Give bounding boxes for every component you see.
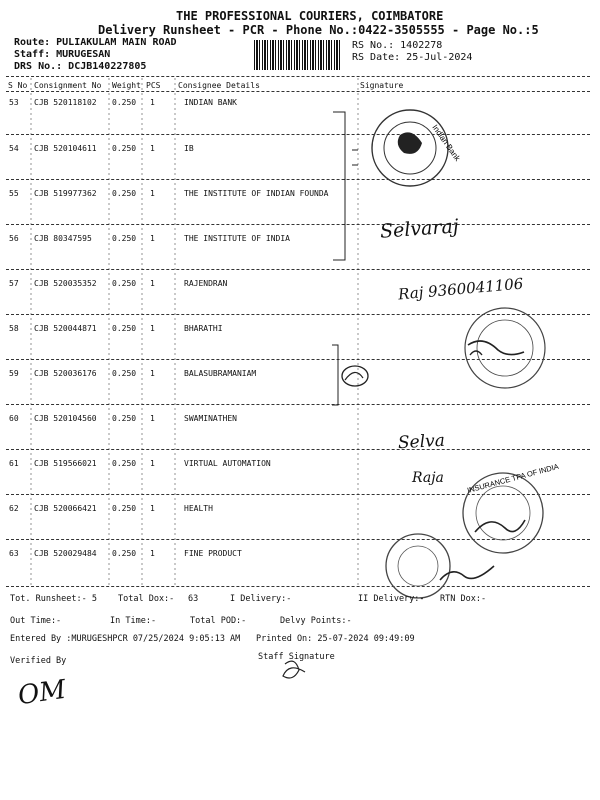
verified-signature: OM [16,674,68,712]
staff: Staff: MURUGESAN [14,49,111,60]
verified-by-label: Verified By [10,656,67,666]
staff-signature-label: Staff Signature [258,652,335,662]
printed-on: Printed On: 25-07-2024 09:49:09 [256,634,415,644]
row-pcs: 1 [150,189,155,198]
row-pcs: 1 [150,414,155,423]
row-consignee: VIRTUAL AUTOMATION [184,459,271,468]
row-sno: 56 [9,234,19,243]
row-weight: 0.250 [112,369,137,378]
out-time: Out Time:- [10,616,62,626]
total-dox-value: 63 [188,594,199,604]
bracket-mark [332,345,338,405]
row-consignment: CJB 520104611 [34,144,97,153]
row-sno: 58 [9,324,19,333]
row-weight: 0.250 [112,549,137,558]
row-pcs: 1 [150,549,155,558]
row-consignment: CJB 520044871 [34,324,97,333]
in-time: In Time:- [110,616,157,626]
row-consignee: SWAMINATHEN [184,414,237,423]
signature-60: Selva [397,430,446,454]
row-weight: 0.250 [112,504,137,513]
row-pcs: 1 [150,234,155,243]
row-sno: 60 [9,414,19,423]
row-consignee: BHARATHI [184,324,223,333]
row-pcs: 1 [150,279,155,288]
col-pcs: PCS [146,81,161,90]
row-consignee: THE INSTITUTE OF INDIA [184,234,290,243]
row-weight: 0.250 [112,414,137,423]
row-consignment: CJB 519566021 [34,459,97,468]
route: Route: PULIAKULAM MAIN ROAD [14,37,177,48]
row-consignment: CJB 520104560 [34,414,97,423]
signature-59 [342,366,368,386]
row-sno: 54 [9,144,19,153]
company-title: THE PROFESSIONAL COURIERS, COIMBATORE [176,9,444,23]
row-consignee: BALASUBRAMANIAM [184,369,257,378]
row-consignment: CJB 80347595 [34,234,92,243]
i-delivery: I Delivery:- [230,594,292,604]
row-weight: 0.250 [112,459,137,468]
row-sno: 59 [9,369,19,378]
rs-number: RS No.: 1402278 [352,40,443,51]
rs-date: RS Date: 25-Jul-2024 [352,52,473,63]
row-weight: 0.250 [112,144,137,153]
col-signature: Signature [360,81,404,90]
row-consignment: CJB 520118102 [34,98,97,107]
row-consignment: CJB 520029484 [34,549,97,558]
entered-by: Entered By :MURUGESHPCR 07/25/2024 9:05:13 AM [10,634,241,644]
row-consignment: CJB 519977362 [34,189,97,198]
tick-mark [352,150,358,165]
row-sno: 63 [9,549,19,558]
row-consignment: CJB 520036176 [34,369,97,378]
total-dox-label: Total Dox:- [118,594,175,604]
row-pcs: 1 [150,98,155,107]
delvy-points: Delvy Points:- [280,616,352,626]
row-consignee: INDIAN BANK [184,98,237,107]
row-consignee: FINE PRODUCT [184,549,242,558]
row-consignee: RAJENDRAN [184,279,228,288]
row-consignment: CJB 520066421 [34,504,97,513]
row-pcs: 1 [150,324,155,333]
bracket-mark [333,112,345,260]
row-consignment: CJB 520035352 [34,279,97,288]
row-consignee: HEALTH [184,504,213,513]
ii-delivery: II Delivery:- [358,594,425,604]
col-consignee: Consignee Details [178,81,260,90]
tot-runsheet: Tot. Runsheet:- 5 [10,594,97,604]
tpa-stamp [463,462,560,553]
row-pcs: 1 [150,459,155,468]
staff-signature-scribble [283,661,305,678]
company-stamp [465,308,545,388]
drs-number: DRS No.: DCJB140227805 [14,61,147,72]
row-weight: 0.250 [112,234,137,243]
row-sno: 55 [9,189,19,198]
row-sno: 53 [9,98,19,107]
stamp-text: Indian Bank [430,122,462,163]
row-pcs: 1 [150,144,155,153]
signature-57: Raj 9360041106 [397,274,524,304]
signature-61: Raja [412,470,444,486]
row-weight: 0.250 [112,98,137,107]
col-weight: Weight [112,81,141,90]
indian-bank-stamp [372,110,463,186]
row-consignee: IB [184,144,194,153]
total-pod: Total POD:- [190,616,247,626]
row-sno: 61 [9,459,19,468]
stamp-text: INSURANCE TPA OF INDIA [466,461,560,495]
signature-56: Selvaraj [379,215,460,243]
row-pcs: 1 [150,369,155,378]
row-sno: 62 [9,504,19,513]
row-pcs: 1 [150,504,155,513]
row-weight: 0.250 [112,189,137,198]
row-weight: 0.250 [112,279,137,288]
rtn-dox: RTN Dox:- [440,594,487,604]
row-sno: 57 [9,279,19,288]
col-sno: S No [8,81,28,90]
runsheet-subtitle: Delivery Runsheet - PCR - Phone No.:0422-3505555 - Page No.:5 [98,23,539,37]
row-consignee: THE INSTITUTE OF INDIAN FOUNDA [184,189,329,198]
col-consignment: Consignment No [34,81,102,90]
row-weight: 0.250 [112,324,137,333]
